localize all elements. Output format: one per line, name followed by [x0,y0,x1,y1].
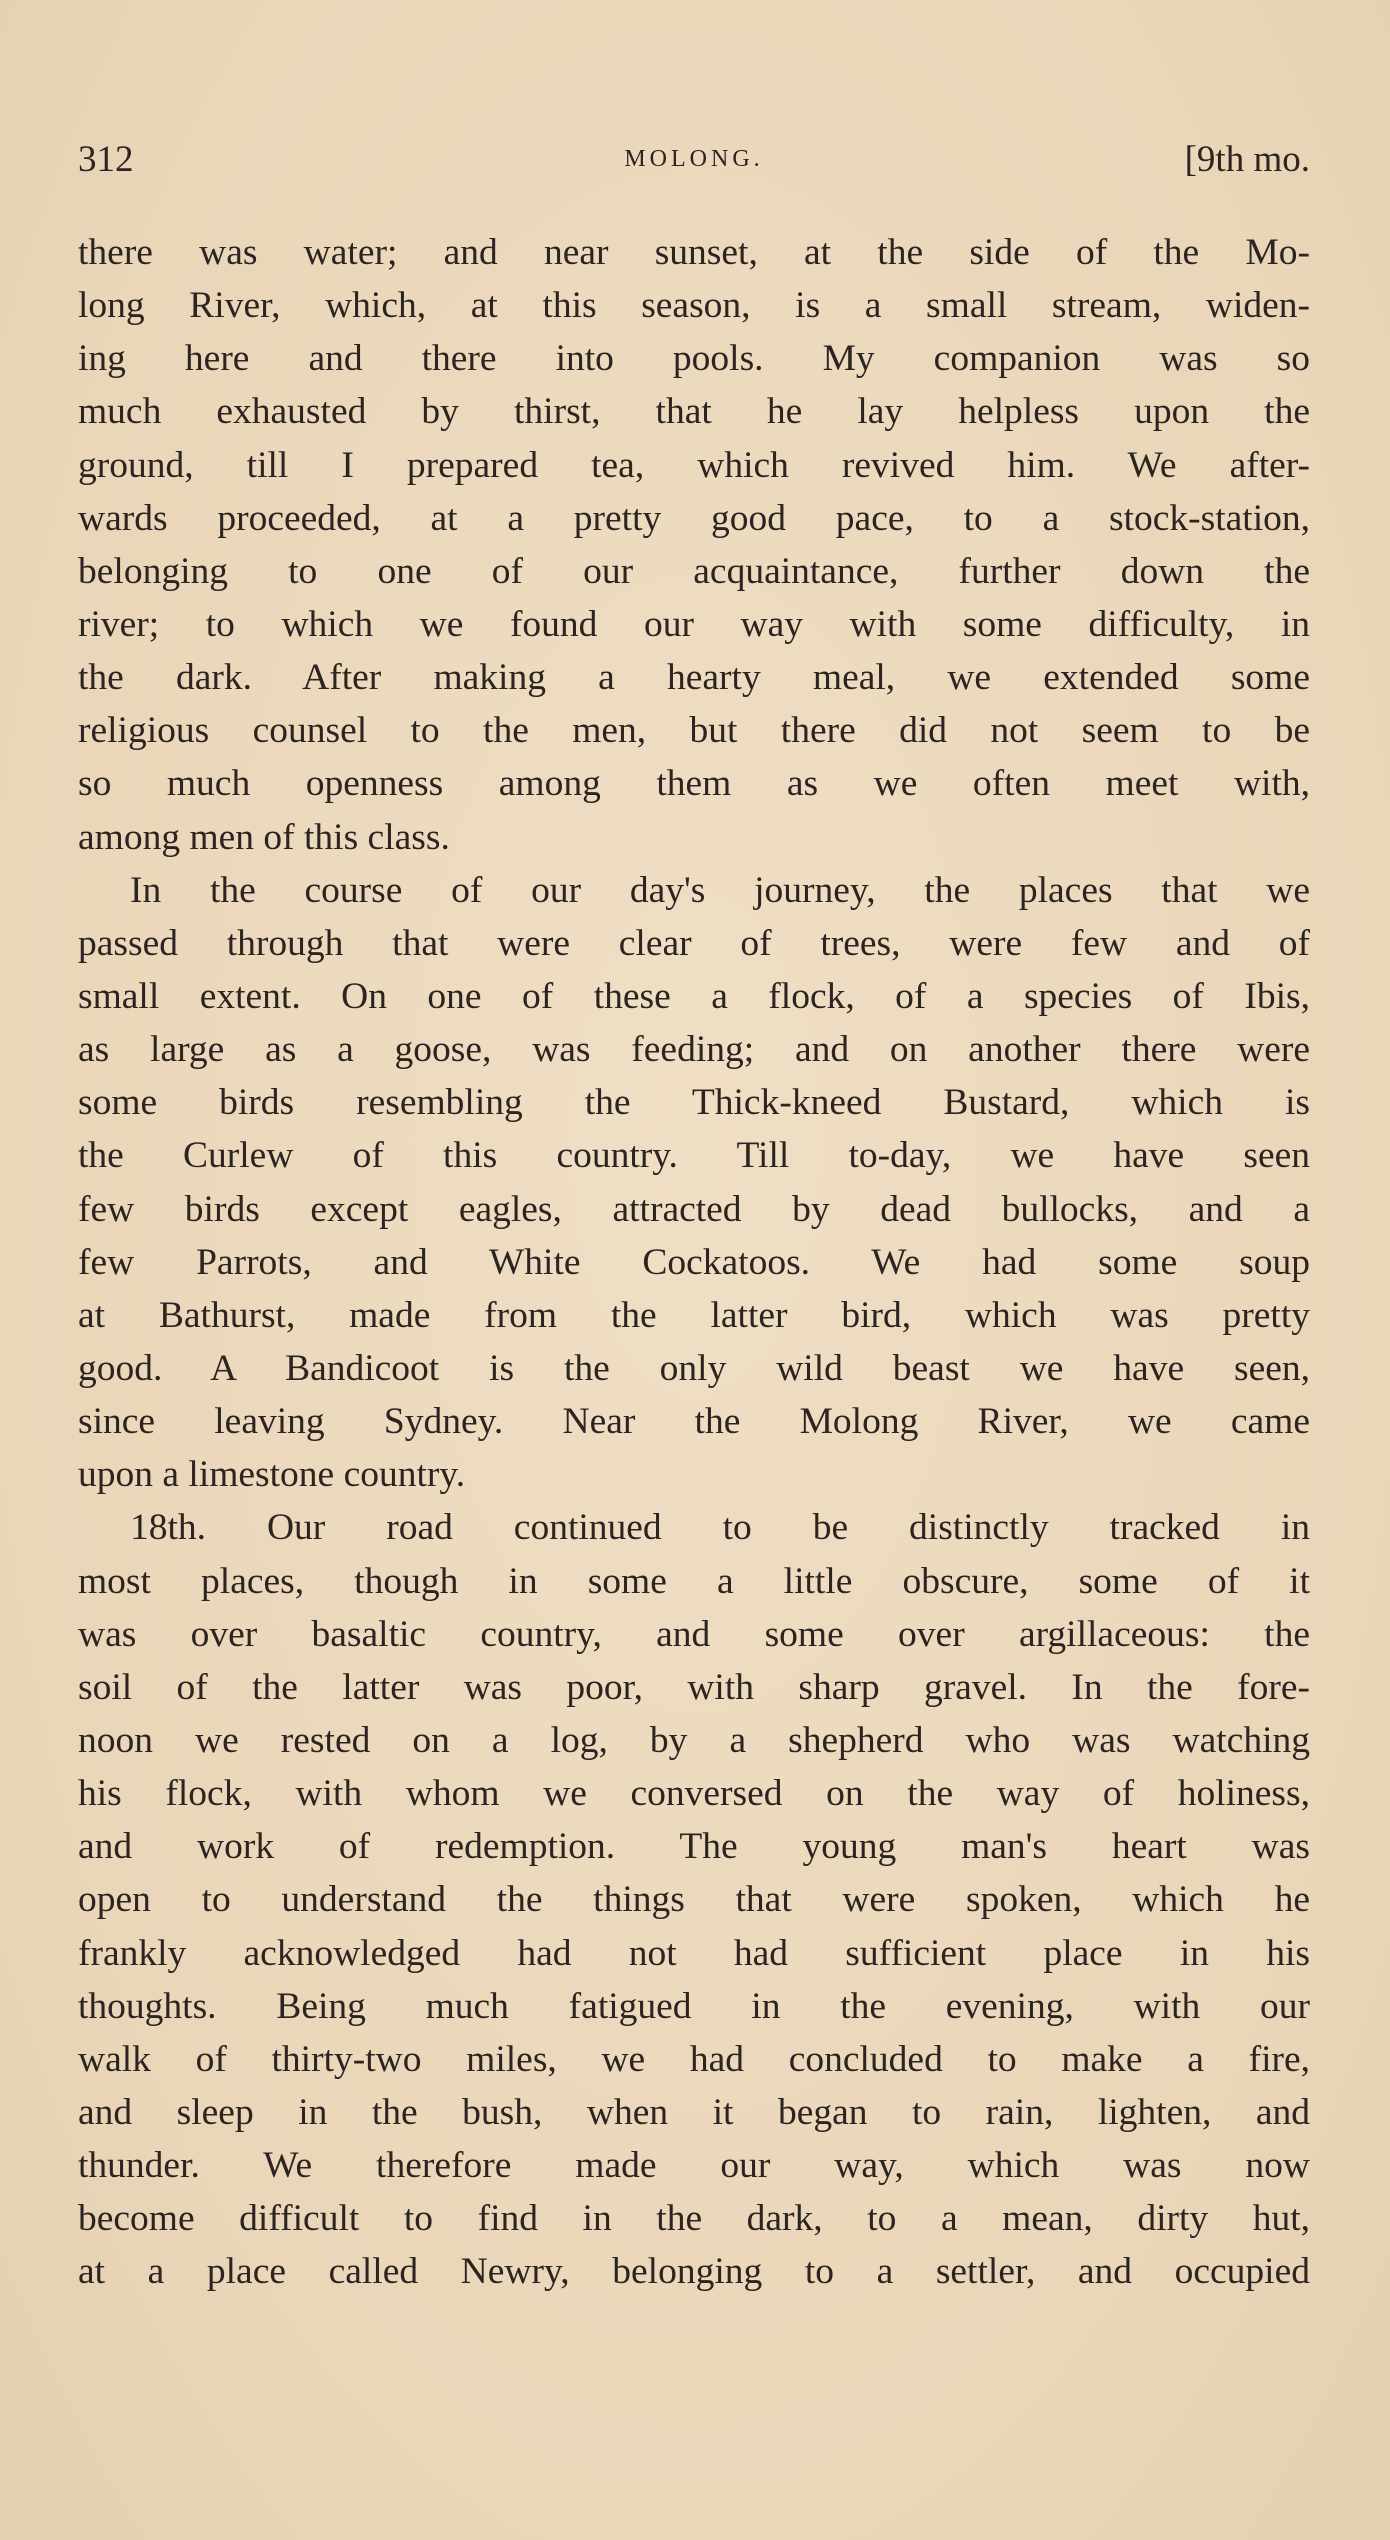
text-line: walk of thirty-two miles, we had concluded to make a fire, [78,2038,1310,2080]
text-line: good. A Bandicoot is the only wild beast we have seen, [78,1347,1310,1389]
text-line: ground, till I prepared tea, which revived him. We after- [78,444,1310,486]
text-line: thoughts. Being much fatigued in the evening, with our [78,1985,1310,2027]
text-line: among men of this class. [78,816,450,858]
text-line: wards proceeded, at a pretty good pace, to a stock-station, [78,497,1310,539]
text-line: long River, which, at this season, is a small stream, widen- [78,285,1310,327]
text-line: thunder. We therefore made our way, which was now [78,2145,1310,2187]
text-line: and sleep in the bush, when it began to rain, lighten, and [78,2091,1310,2133]
text-line: frankly acknowledged had not had sufficient place in his [78,1932,1310,1974]
running-head: MOLONG. [624,146,764,172]
text-line: the Curlew of this country. Till to-day, we have seen [78,1135,1310,1177]
text-line: most places, though in some a little obscure, some of it [78,1560,1310,1602]
text-line: small extent. On one of these a flock, of a species of Ibis, [78,975,1310,1017]
text-line: as large as a goose, was feeding; and on another there were [78,1029,1310,1071]
text-line: upon a limestone country. [78,1454,466,1496]
text-line: at Bathurst, made from the latter bird, which was pretty [78,1294,1310,1336]
text-line: and work of redemption. The young man's heart was [78,1826,1310,1868]
text-line: In the course of our day's journey, the places that we [130,869,1310,911]
text-line: at a place called Newry, belonging to a settler, and occupied [78,2251,1310,2293]
text-line: since leaving Sydney. Near the Molong River, we came [78,1401,1310,1443]
text-line: religious counsel to the men, but there did not seem to be [78,710,1310,752]
page-header [78,138,1310,188]
text-line: few birds except eagles, attracted by dead bullocks, and a [78,1188,1310,1230]
text-line: belonging to one of our acquaintance, further down the [78,550,1310,592]
body-text [78,226,1310,2298]
text-line: 18th. Our road continued to be distinctly tracked in [130,1507,1310,1549]
page-number: 312 [78,139,134,180]
text-line: much exhausted by thirst, that he lay helpless upon the [78,391,1310,433]
text-line: open to understand the things that were spoken, which he [78,1879,1310,1921]
text-line: his flock, with whom we conversed on the way of holiness, [78,1773,1310,1815]
text-line: so much openness among them as we often meet with, [78,763,1310,805]
text-line: the dark. After making a hearty meal, we extended some [78,657,1310,699]
text-line: ing here and there into pools. My companion was so [78,338,1310,380]
text-line: few Parrots, and White Cockatoos. We had some soup [78,1241,1310,1283]
text-line: there was water; and near sunset, at the side of the Mo- [78,232,1310,273]
header-date: [9th mo. [1184,139,1310,180]
text-line: passed through that were clear of trees, were few and of [78,922,1310,964]
text-line: become difficult to find in the dark, to a mean, dirty hut, [78,2198,1310,2240]
text-line: was over basaltic country, and some over argillaceous: the [78,1613,1310,1655]
text-line: soil of the latter was poor, with sharp gravel. In the fore- [78,1666,1310,1708]
text-line: river; to which we found our way with some difficulty, in [78,603,1310,645]
text-line: noon we rested on a log, by a shepherd who was watching [78,1719,1310,1761]
text-line: some birds resembling the Thick-kneed Bustard, which is [78,1082,1310,1124]
